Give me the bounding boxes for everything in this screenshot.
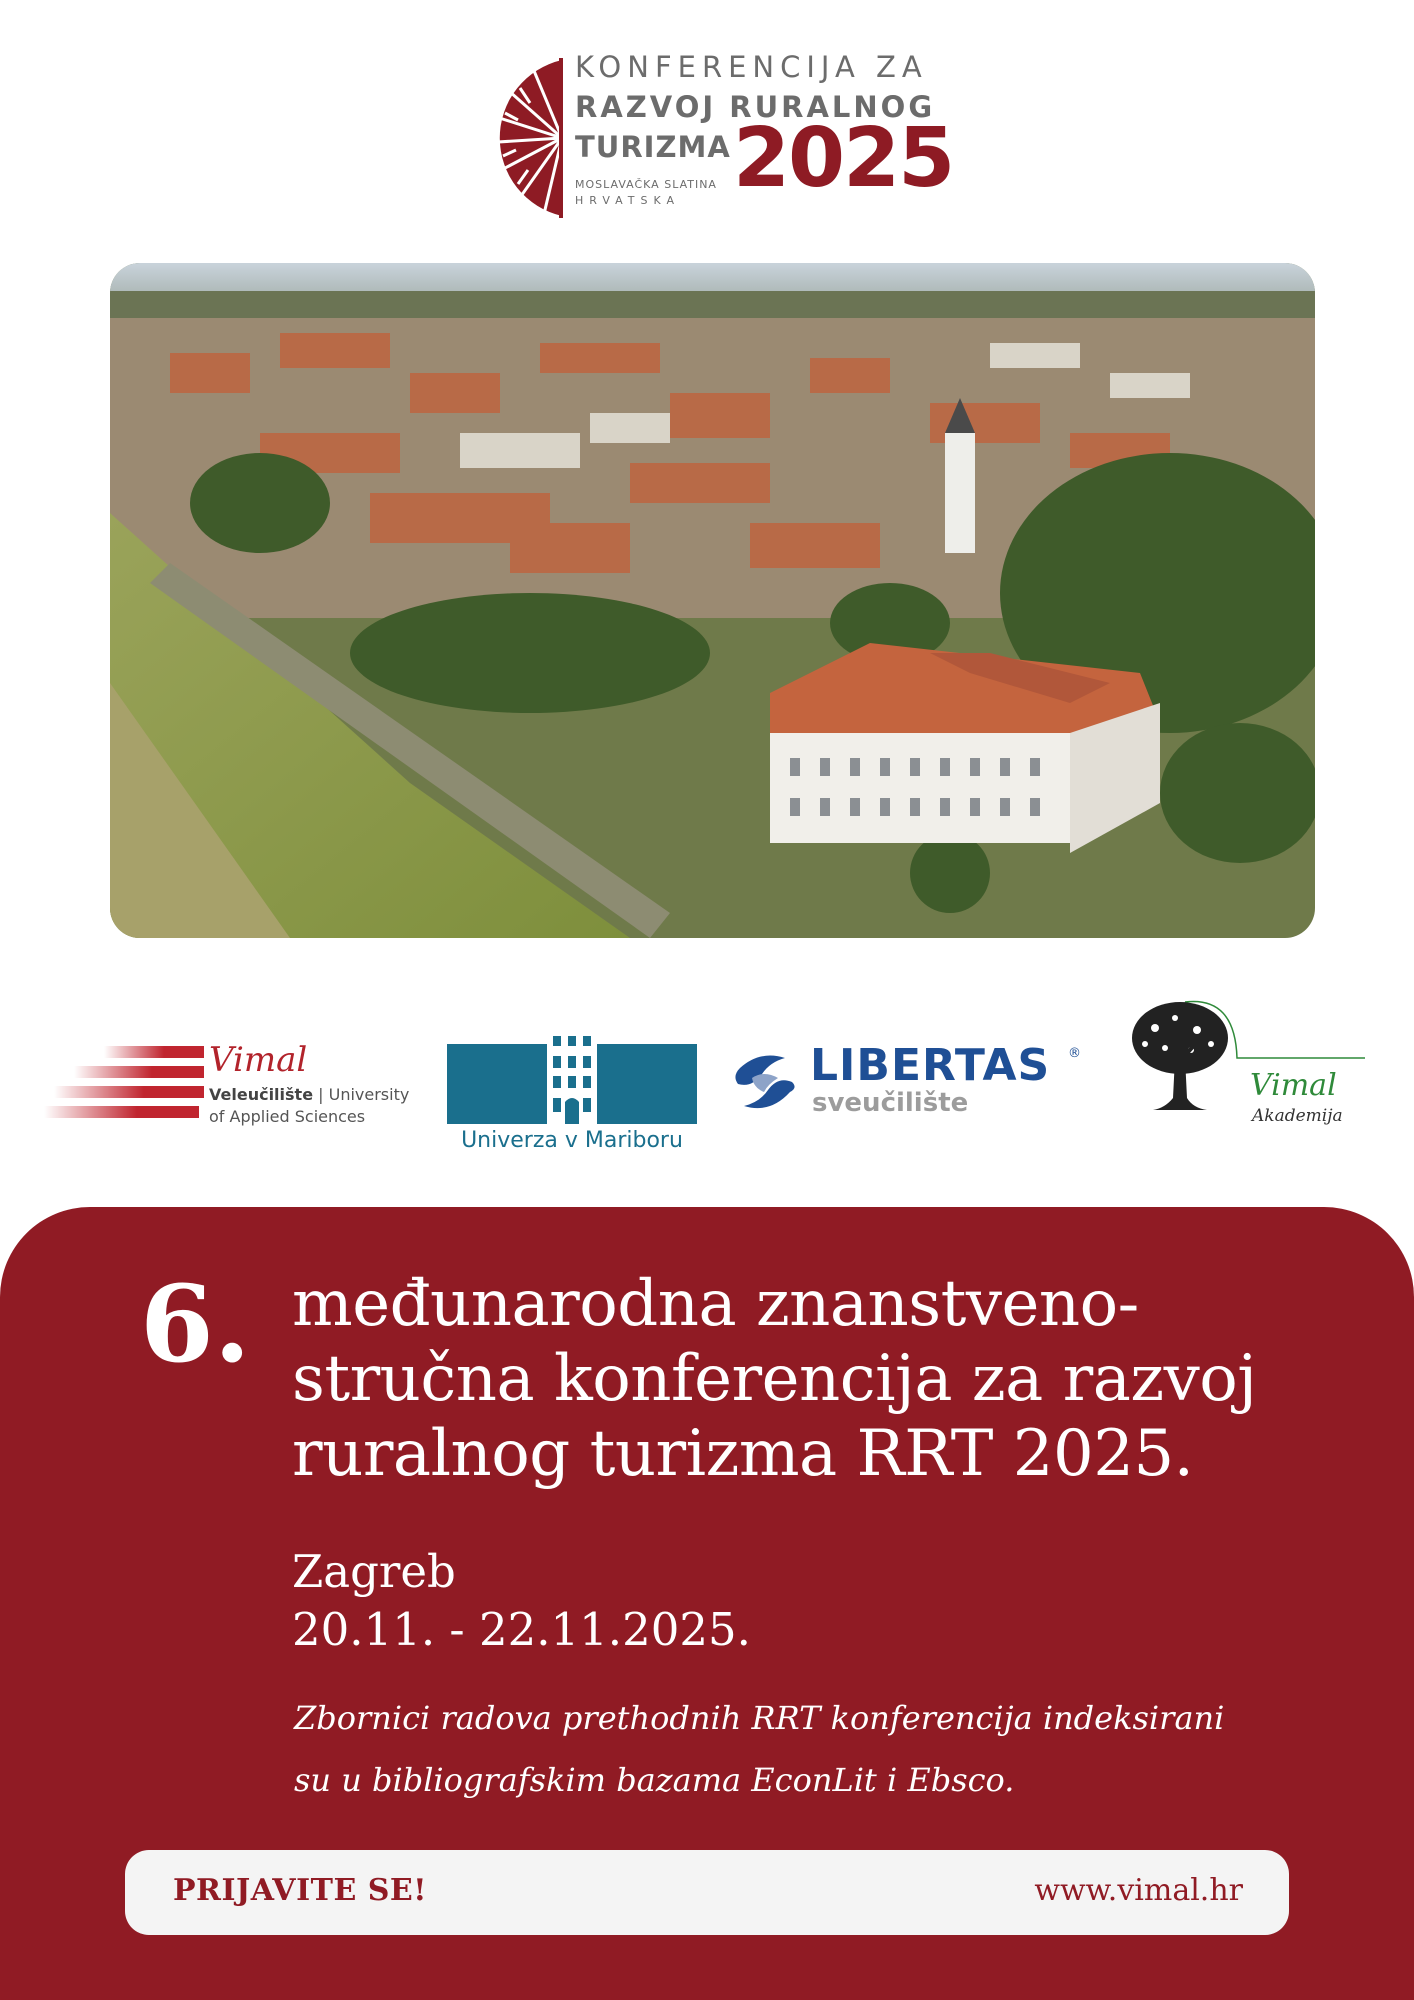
note-line: su u bibliografskim bazama EconLit i Ebsco.: [294, 1761, 1015, 1799]
libertas-swirl-icon: [730, 1048, 800, 1118]
logo-line-2: RAZVOJ RURALNOG: [575, 90, 936, 124]
libertas-registered: ®: [1068, 1046, 1081, 1061]
edition-number: 6.: [140, 1261, 251, 1386]
logo-line-3: TURIZMA: [575, 130, 731, 164]
univerza-maribor-logo: [447, 1006, 697, 1151]
logo-location-2: HRVATSKA: [575, 194, 681, 207]
register-button[interactable]: PRIJAVITE SE!: [173, 1873, 427, 1908]
title-line: međunarodna znanstveno-: [292, 1267, 1139, 1341]
akademija-name: Vimal: [1250, 1068, 1337, 1103]
website-link[interactable]: www.vimal.hr: [1034, 1873, 1243, 1908]
libertas-sub: sveučilište: [812, 1088, 969, 1118]
vimal-name: Vimal: [209, 1040, 308, 1080]
university-building-icon: [447, 1006, 697, 1126]
vimal-line-2: of Applied Sciences: [209, 1107, 366, 1126]
conference-city: Zagreb: [292, 1545, 456, 1598]
vimal-line-1-bold: Veleučilište: [209, 1085, 314, 1104]
vimal-university-logo: [44, 1040, 414, 1130]
leaf-emblem-icon: [470, 58, 566, 218]
libertas-logo: [730, 1040, 1090, 1120]
indexing-note: [294, 1687, 1354, 1811]
conference-logo: [470, 50, 954, 220]
vimal-line-1-rest: | University: [313, 1085, 410, 1104]
conference-dates: 20.11. - 22.11.2025.: [292, 1603, 751, 1656]
note-line: Zbornici radova prethodnih RRT konferencija indeksirani: [294, 1699, 1225, 1737]
akademija-sub: Akademija: [1252, 1106, 1343, 1126]
logo-year: 2025: [733, 111, 954, 206]
logo-line-1: KONFERENCIJA ZA: [575, 50, 928, 84]
conference-title: [292, 1267, 1352, 1492]
conference-info-panel: [0, 1207, 1414, 2000]
vimal-line-1: [209, 1085, 409, 1104]
vimal-akademija-logo: [1125, 998, 1370, 1133]
libertas-name: LIBERTAS: [810, 1040, 1051, 1091]
univerza-name: Univerza v Mariboru: [461, 1128, 683, 1153]
aerial-town-photo: [110, 263, 1315, 938]
title-line: ruralnog turizma RRT 2025.: [292, 1417, 1194, 1491]
title-line: stručna konferencija za razvoj: [292, 1342, 1257, 1416]
register-bar[interactable]: [125, 1850, 1289, 1935]
logo-location-1: MOSLAVAČKA SLATINA: [575, 178, 717, 191]
